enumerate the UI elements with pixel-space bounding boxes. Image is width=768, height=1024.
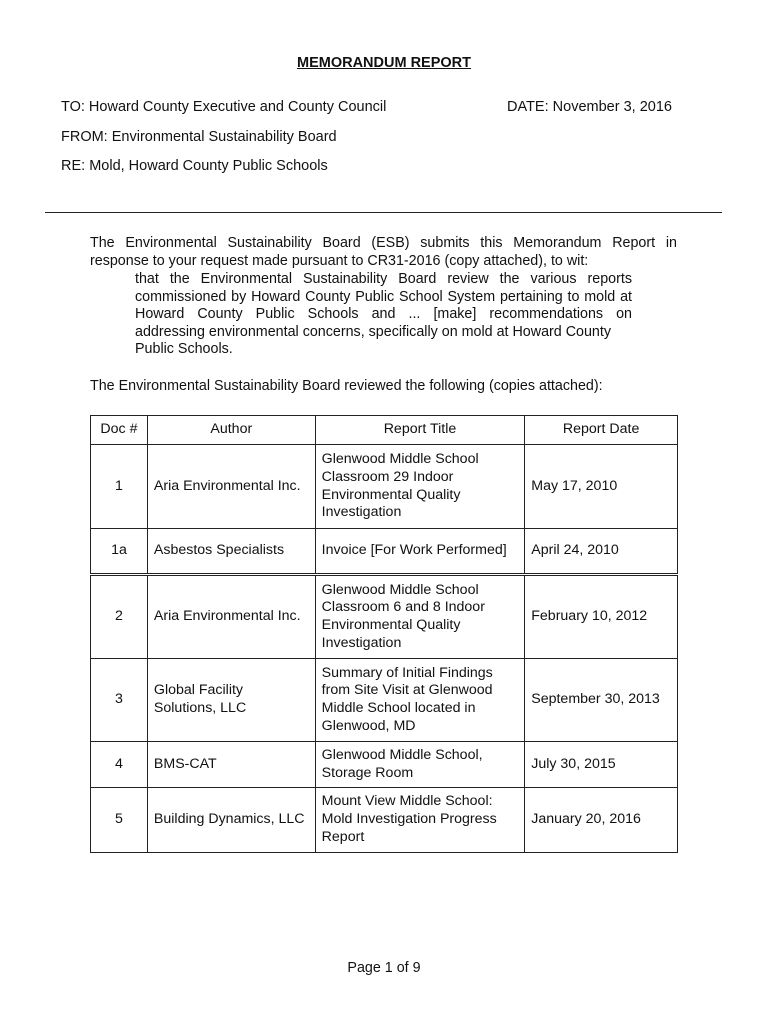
memo-date: DATE: November 3, 2016 [507,99,672,115]
row-author: Aria Environmental Inc. [147,575,315,659]
row-date: May 17, 2010 [525,445,678,529]
memo-title [0,55,768,71]
row-date: February 10, 2012 [525,575,678,659]
row-author: BMS-CAT [147,742,315,788]
table-row [91,575,678,659]
memo-re: RE: Mold, Howard County Public Schools [61,158,328,174]
row-doc: 5 [91,788,148,853]
row-date: April 24, 2010 [525,529,678,575]
header-doc: Doc # [91,416,148,445]
header-divider [45,212,722,213]
quote-main: that the Environmental Sustainability Board review the various reports commissioned by Howard County Public School System pertaining to mold at Howard County Public Schools and ... [make] recommendations on addressing environmental concerns, specifically on mold at Howard County [135,271,632,340]
table-row [91,445,678,529]
row-doc: 1a [91,529,148,575]
memo-title-text: MEMORANDUM REPORT [297,55,471,71]
row-title: Glenwood Middle School, Storage Room [315,742,525,788]
row-author: Global Facility Solutions, LLC [147,659,315,742]
resolution-quote [135,271,632,359]
row-author: Building Dynamics, LLC [147,788,315,853]
table-row [91,659,678,742]
row-author: Aria Environmental Inc. [147,445,315,529]
row-doc: 4 [91,742,148,788]
row-date: July 30, 2015 [525,742,678,788]
row-title: Glenwood Middle School Classroom 29 Indoor Environmental Quality Investigation [315,445,525,529]
row-title: Mount View Middle School: Mold Investigation Progress Report [315,788,525,853]
header-report-date: Report Date [525,416,678,445]
row-date: September 30, 2013 [525,659,678,742]
table-header-row [91,416,678,445]
header-report-title: Report Title [315,416,525,445]
table-row [91,529,678,575]
intro-paragraph: The Environmental Sustainability Board (ESB) submits this Memorandum Report in response to your request made pursuant to CR31-2016 (copy attached), to wit: [90,235,677,269]
documents-table [90,415,678,853]
row-title: Invoice [For Work Performed] [315,529,525,575]
row-title: Summary of Initial Findings from Site Visit at Glenwood Middle School located in Glenwood, MD [315,659,525,742]
memo-from: FROM: Environmental Sustainability Board [61,129,337,145]
row-doc: 1 [91,445,148,529]
table-row [91,788,678,853]
table-row [91,742,678,788]
memo-to: TO: Howard County Executive and County Council [61,99,387,115]
reviewed-paragraph: The Environmental Sustainability Board reviewed the following (copies attached): [90,378,603,394]
row-date: January 20, 2016 [525,788,678,853]
row-author: Asbestos Specialists [147,529,315,575]
row-doc: 2 [91,575,148,659]
quote-last-line: Public Schools. [135,341,233,358]
header-author: Author [147,416,315,445]
row-title: Glenwood Middle School Classroom 6 and 8 Indoor Environmental Quality Investigation [315,575,525,659]
row-doc: 3 [91,659,148,742]
page-number: Page 1 of 9 [347,960,421,976]
